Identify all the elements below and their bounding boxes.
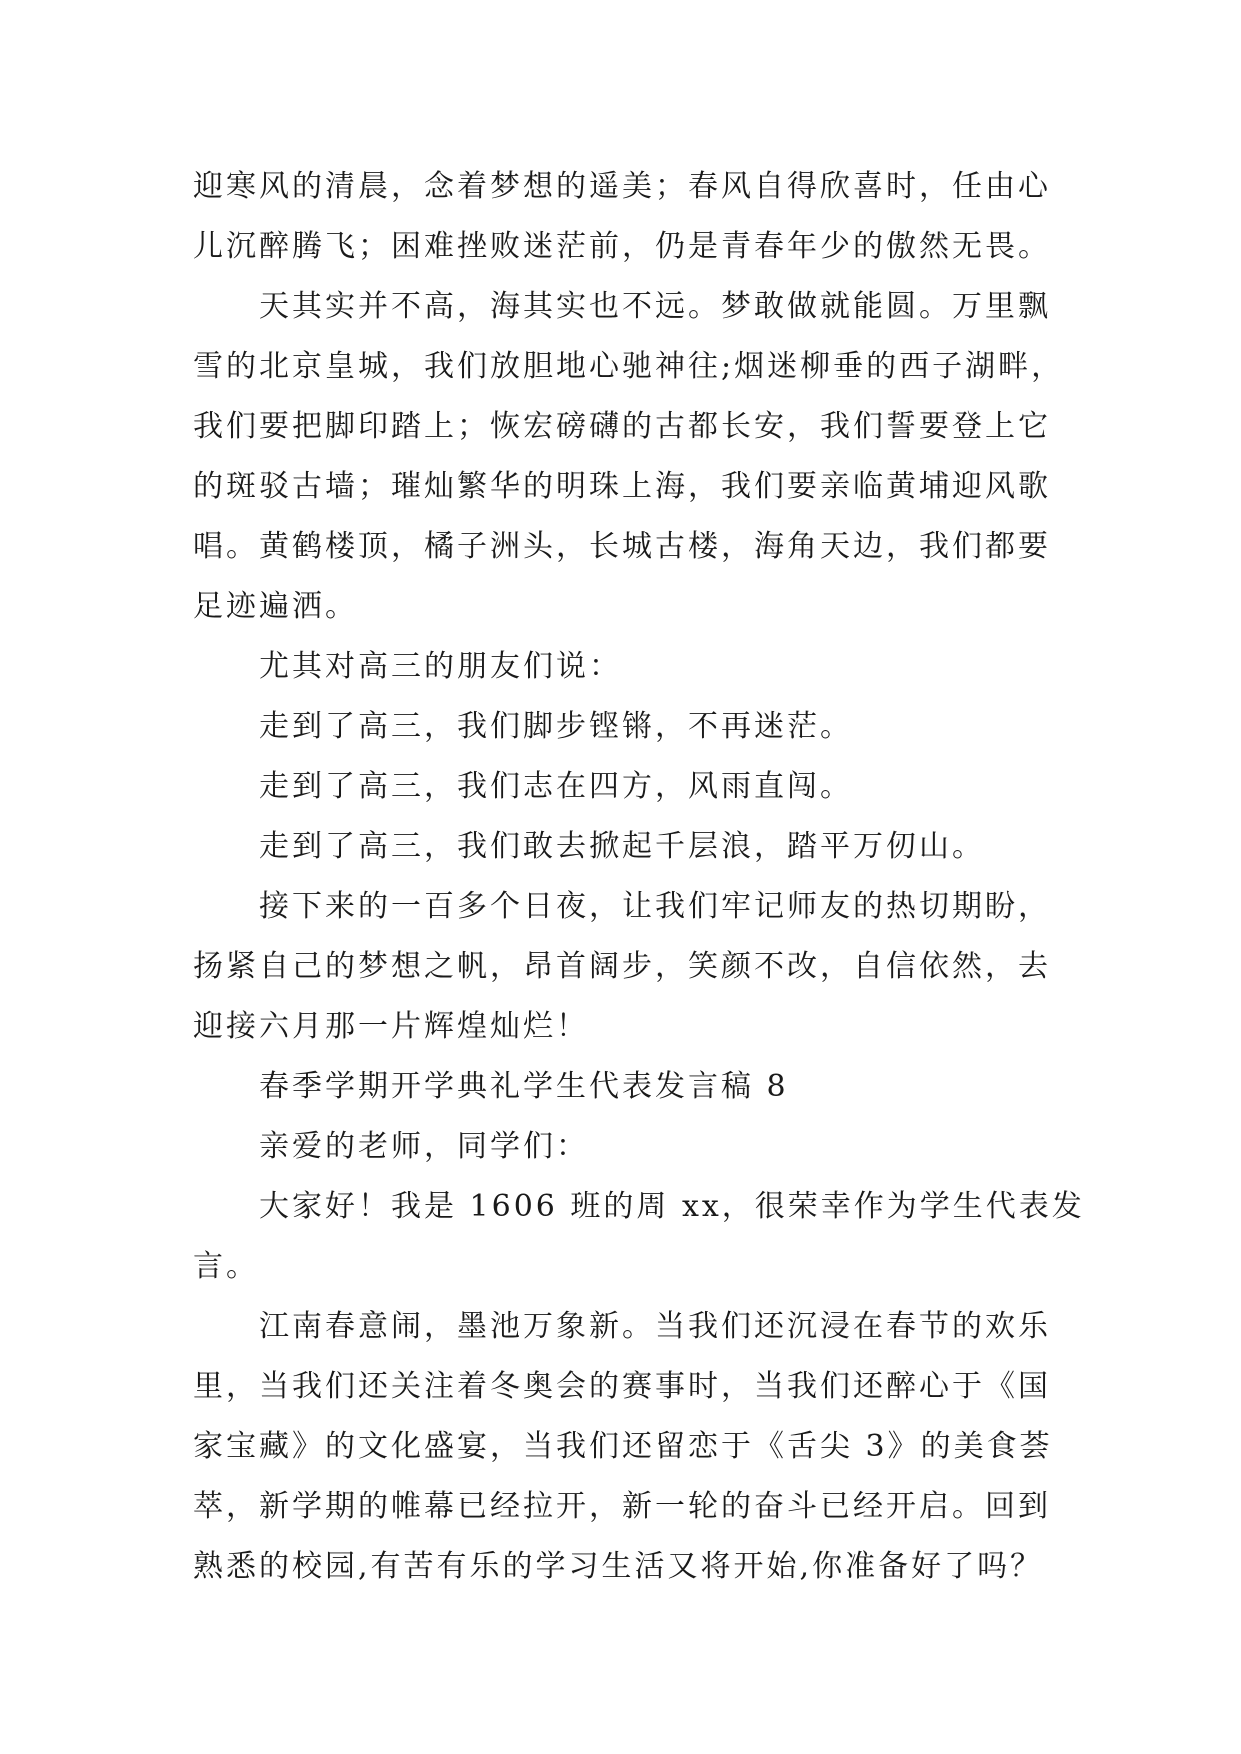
text-line: 天其实并不高，海其实也不远。梦敢做就能圆。万里飘 — [259, 289, 1051, 324]
text-line: 大家好！我是 1606 班的周 xx，很荣幸作为学生代表发 — [259, 1189, 1085, 1224]
text-line: 亲爱的老师，同学们： — [259, 1129, 589, 1164]
text-line: 尤其对高三的朋友们说： — [259, 649, 622, 684]
document-body — [193, 157, 1085, 1597]
text-line: 春季学期开学典礼学生代表发言稿 8 — [259, 1069, 789, 1104]
text-line: 我们要把脚印踏上；恢宏磅礴的古都长安，我们誓要登上它 — [193, 409, 1051, 444]
text-line: 扬紧自己的梦想之帆，昂首阔步，笑颜不改，自信依然，去 — [193, 949, 1051, 984]
text-line: 的斑驳古墙；璀灿繁华的明珠上海，我们要亲临黄埔迎风歌 — [193, 469, 1051, 504]
text-line: 走到了高三，我们脚步铿锵，不再迷茫。 — [259, 709, 853, 744]
text-line: 唱。黄鹤楼顶，橘子洲头，长城古楼，海角天边，我们都要 — [193, 529, 1051, 564]
text-line: 雪的北京皇城，我们放胆地心驰神往;烟迷柳垂的西子湖畔， — [193, 349, 1065, 384]
text-line: 萃，新学期的帷幕已经拉开，新一轮的奋斗已经开启。回到 — [193, 1489, 1051, 1524]
text-line: 江南春意闹，墨池万象新。当我们还沉浸在春节的欢乐 — [259, 1309, 1051, 1344]
text-line: 足迹遍洒。 — [193, 589, 358, 624]
text-line: 走到了高三，我们志在四方，风雨直闯。 — [259, 769, 853, 804]
text-line: 家宝藏》的文化盛宴，当我们还留恋于《舌尖 3》的美食荟 — [193, 1429, 1053, 1464]
text-line: 里，当我们还关注着冬奥会的赛事时，当我们还醉心于《国 — [193, 1369, 1051, 1404]
text-line: 走到了高三，我们敢去掀起千层浪，踏平万仞山。 — [259, 829, 985, 864]
text-line: 言。 — [193, 1249, 259, 1284]
text-line: 儿沉醉腾飞；困难挫败迷茫前，仍是青春年少的傲然无畏。 — [193, 229, 1051, 264]
text-line: 熟悉的校园,有苦有乐的学习生活又将开始,你准备好了吗？ — [193, 1549, 1044, 1584]
text-line: 迎寒风的清晨，念着梦想的遥美；春风自得欣喜时，任由心 — [193, 169, 1051, 204]
text-line: 迎接六月那一片辉煌灿烂！ — [193, 1009, 589, 1044]
text-line: 接下来的一百多个日夜，让我们牢记师友的热切期盼， — [259, 889, 1051, 924]
